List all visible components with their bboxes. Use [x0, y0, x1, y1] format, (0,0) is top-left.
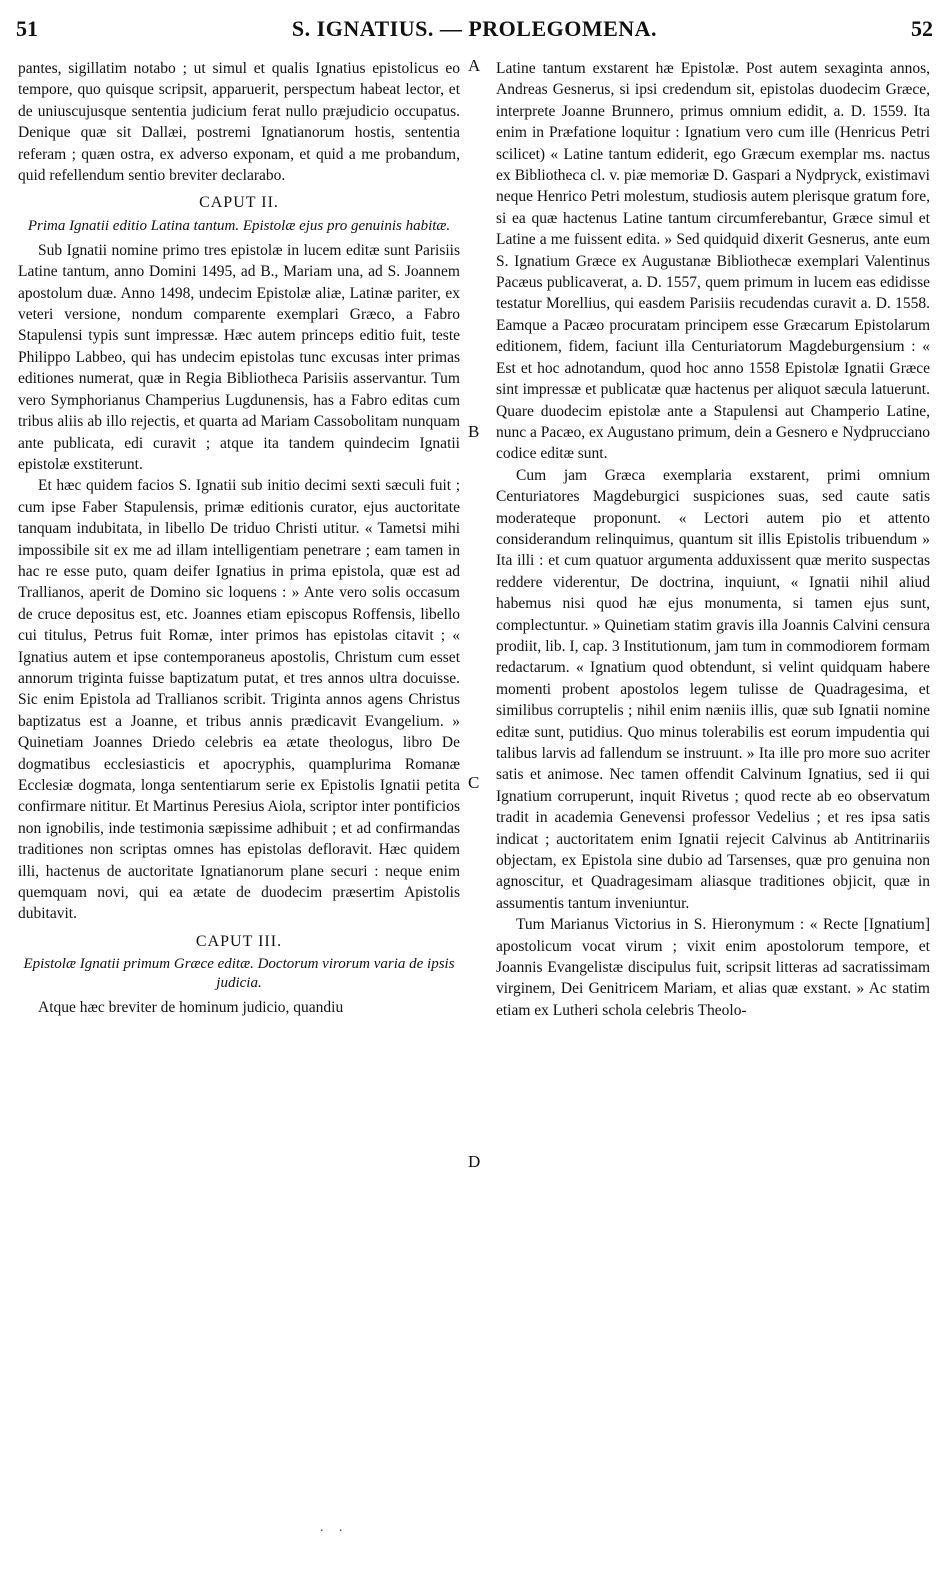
paragraph: Cum jam Græca exemplaria exstarent, primi omnium Centuriatores Magdeburgici suspiciones suas, sed caute satis moderateque proponunt. « Lectori autem pio et attento considerandum relinquimus, quantum sit illis Epistolis tribuendum » Ita illi : et cum quatuor argumenta adduxissent quæ merito suspectas reddere viderentur, De doctrina, inquiunt, « Ignatii nihil aliud habemus nisi quod hæ ejus monumenta, si tamen ejus sunt, complectuntur. » Quinetiam statim gravis illa Joannis Calvini censura prodiit, lib. I, cap. 3 Institutionum, jam tum in commodiorem formam redactarum. « Ignatium quod obtendunt, si velint quidquam habere momenti probent apostolos legem tulisse de Quadragesima, et similibus corruptelis ; nihil enim næniis illis, quæ sub Ignatii nomine editæ sunt, putidius. Quo minus tolerabilis est eorum impudentia qui talibus larvis ad fallendum se instruunt. » Ita ille pro more suo acriter satis et animose. Nec tamen offendit Calvinum Ignatius, sed ii qui Ignatium corruperunt, inquit Rivetus ; quod recte ab eo observatum tradit in academia Genevensi professor Vedelius ; et res ipsa satis indicat ; auctoritatem enim Ignatii rejecit Calvinus ab Antitrinariis objectam, ex Epistola sine dubio ad Tarsenses, quæ pro genuina non agnoscitur, et Quadragesimam aliasque traditiones objicit, quæ in assumentis tantum inveniuntur. — [496, 466, 930, 912]
paragraph: Atque hæc breviter de hominum judicio, quandiu — [38, 999, 344, 1017]
running-title: S. IGNATIUS. — PROLEGOMENA. — [291, 16, 658, 41]
chapter-summary: Epistolæ Ignatii primum Græce editæ. Doctorum virorum varia de ipsis judicia. — [23, 956, 455, 992]
paragraph: Tum Marianus Victorius in S. Hieronymum : « Recte [Ignatium] apostolicum vocat virum ; vixit enim apostolorum tempore, et Joannis Evangelistæ discipulus fuit, scripsit litteras ad sacratissimam virginem, Dei Genitricem Mariam, et alias quæ exstant. » Ac statim etiam ex Lutheri schola celebris Theolo- — [496, 916, 930, 1019]
chapter-summary: Prima Ignatii editio Latina tantum. Epistolæ ejus pro genuinis habitæ. — [27, 217, 451, 234]
paragraph: Et hæc quidem facios S. Ignatii sub initio decimi sexti sæculi fuit ; cum ipse Faber Stapulensis, primæ editionis curator, ejus auctoritate tanquam indubitata, in libello De triduo Christi utitur. « Tametsi mihi impossibile sit ex me ad illam intelligentiam penetrare ; eam tamen in hac re esse puto, quam deifer Ignatius in prima epistola, quæ est ad Trallianos, aperit de Domino sic loquens : » Ante vero solis occasum de cruce depositus est, etc. Joannes etiam episcopus Roffensis, libello cui titulus, Petrus fuit Romæ, inter primos has epistolas citavit ; « Ignatius autem et ipse contemporaneus apostolis, Christum cum esset annorum triginta fuisse baptizatum putat, et tres annos ultra docuisse. Sic enim Epistola ad Trallianos scribit. Triginta annos agens Christus baptizatus est a Joanne, et tribus annis prædicavit Evangelium. » Quinetiam Joannes Driedo celebris ea ætate theologus, libro De dogmatibus ecclesiasticis et apocryphis, quamplurima Romanæ Ecclesiæ dogmata, longa sententiarum serie ex Epistolis Ignatii petita confirmare nititur. Et Martinus Peresius Aiola, scriptor inter pontificios non ignobilis, inde testimonia sæpissime adhibuit ; et ad confirmandas traditiones non scriptas omnes has epistolas defloravit. Hæc quidem illi, hactenus de auctoritate Ignatianorum plane securi : neque enim quemquam novi, qui ea ætate de duodecim præsertim Apistolis dubitavit. — [18, 477, 460, 923]
running-header — [16, 16, 933, 46]
left-column — [18, 58, 460, 1019]
margin-letter-b: B — [468, 422, 480, 441]
page-number-left: 51 — [16, 16, 38, 41]
right-column — [496, 58, 930, 1021]
margin-letter-d: D — [468, 1152, 481, 1171]
footer-marks: . . — [320, 1520, 349, 1535]
margin-letter-c: C — [468, 773, 480, 792]
paragraph: Latine tantum exstarent hæ Epistolæ. Post autem sexaginta annos, Andreas Gesnerus, si ipsi credendum sit, epistolas duodecim Græce, interprete Joanne Brunnero, primus omnium edidit, a. D. 1559. Ita enim in Præfatione loquitur : Ignatium vero cum ille (Henricus Petri scilicet) « Latine tantum ediderit, ego Græcum exemplar ms. nactus ex Bibliotheca cl. v. piæ memoriæ D. Gaspari a Nydpryck, existimavi neque Henrico Petri molestum, studiosis autem plerisque gratum fore, si ea quæ hactenus Latine tantum circumferebantur, Græce simul et Latine a me fuissent edita. » Sed quidquid dixerit Gesnerus, ante eum S. Ignatium Græce ex Augustanæ Bibliothecæ exemplari Valentinus Pacæus publicaverat, a. D. 1557, quem primum in lucem eas edidisse testatur Morellius, qui easdem Parisiis recudendas curavit a. D. 1558. Eamque a Pacæo procuratam principem esse Græcarum Epistolarum editionem, fidem, faciunt illa Centuriatorum Magdeburgensium : « Est et hoc adnotandum, quod hoc anno 1558 Epistolæ Ignatii Græce sint impressæ et publicatæ quæ hactenus per aliquot sæcula latuerunt. Quare duodecim epistolæ ante a Stapulensi aut Champerio Latine, nunc a Pacæo, ex Augustano primum, dein a Gesnero e Nydprucciano codice editæ sunt. — [496, 60, 930, 463]
margin-letter-a: A — [468, 56, 481, 75]
chapter-heading: CAPUT II. — [199, 194, 279, 212]
paragraph: pantes, sigillatim notabo ; ut simul et qualis Ignatius epistolicus eo tempore, quo quisque scripsit, apparuerit, perspectum habeat lector, et de uniuscujusque sententia judicium ferat nullo præjudicio occupatus. Denique quæ sit Dallæi, postremi Ignatianorum hostis, sententia referam ; quæn ostra, ex adverso exponam, et quid a me probandum, quid refellendum sentio breviter declarabo. — [18, 60, 460, 185]
chapter-heading: CAPUT III. — [195, 932, 283, 950]
paragraph: Sub Ignatii nomine primo tres epistolæ in lucem editæ sunt Parisiis Latine tantum, anno Domini 1495, ad B., Mariam una, ad S. Joannem apostolum duæ. Anno 1498, undecim Epistolæ aliæ, Latinæ pariter, ex veteri versione, nondum comparente exemplari Græco, a Fabro Stapulensi typis sunt impressæ. Hæc autem princeps editio fuit, teste Philippo Labbeo, qui has undecim epistolas tunc excusas inter primas editiones numerat, quæ in Regia Bibliotheca Parisiis asservantur. Tum vero Symphorianus Champerius Lugdunensis, has a Fabro editas cum tribus aliis ab illo rejectis, et quarta ad Mariam Cassobolitam nunquam ante publicata, edi curavit ; atque ita tandem quindecim Ignatii epistolæ exstiterunt. — [18, 241, 460, 473]
page-number-right: 52 — [911, 16, 933, 41]
